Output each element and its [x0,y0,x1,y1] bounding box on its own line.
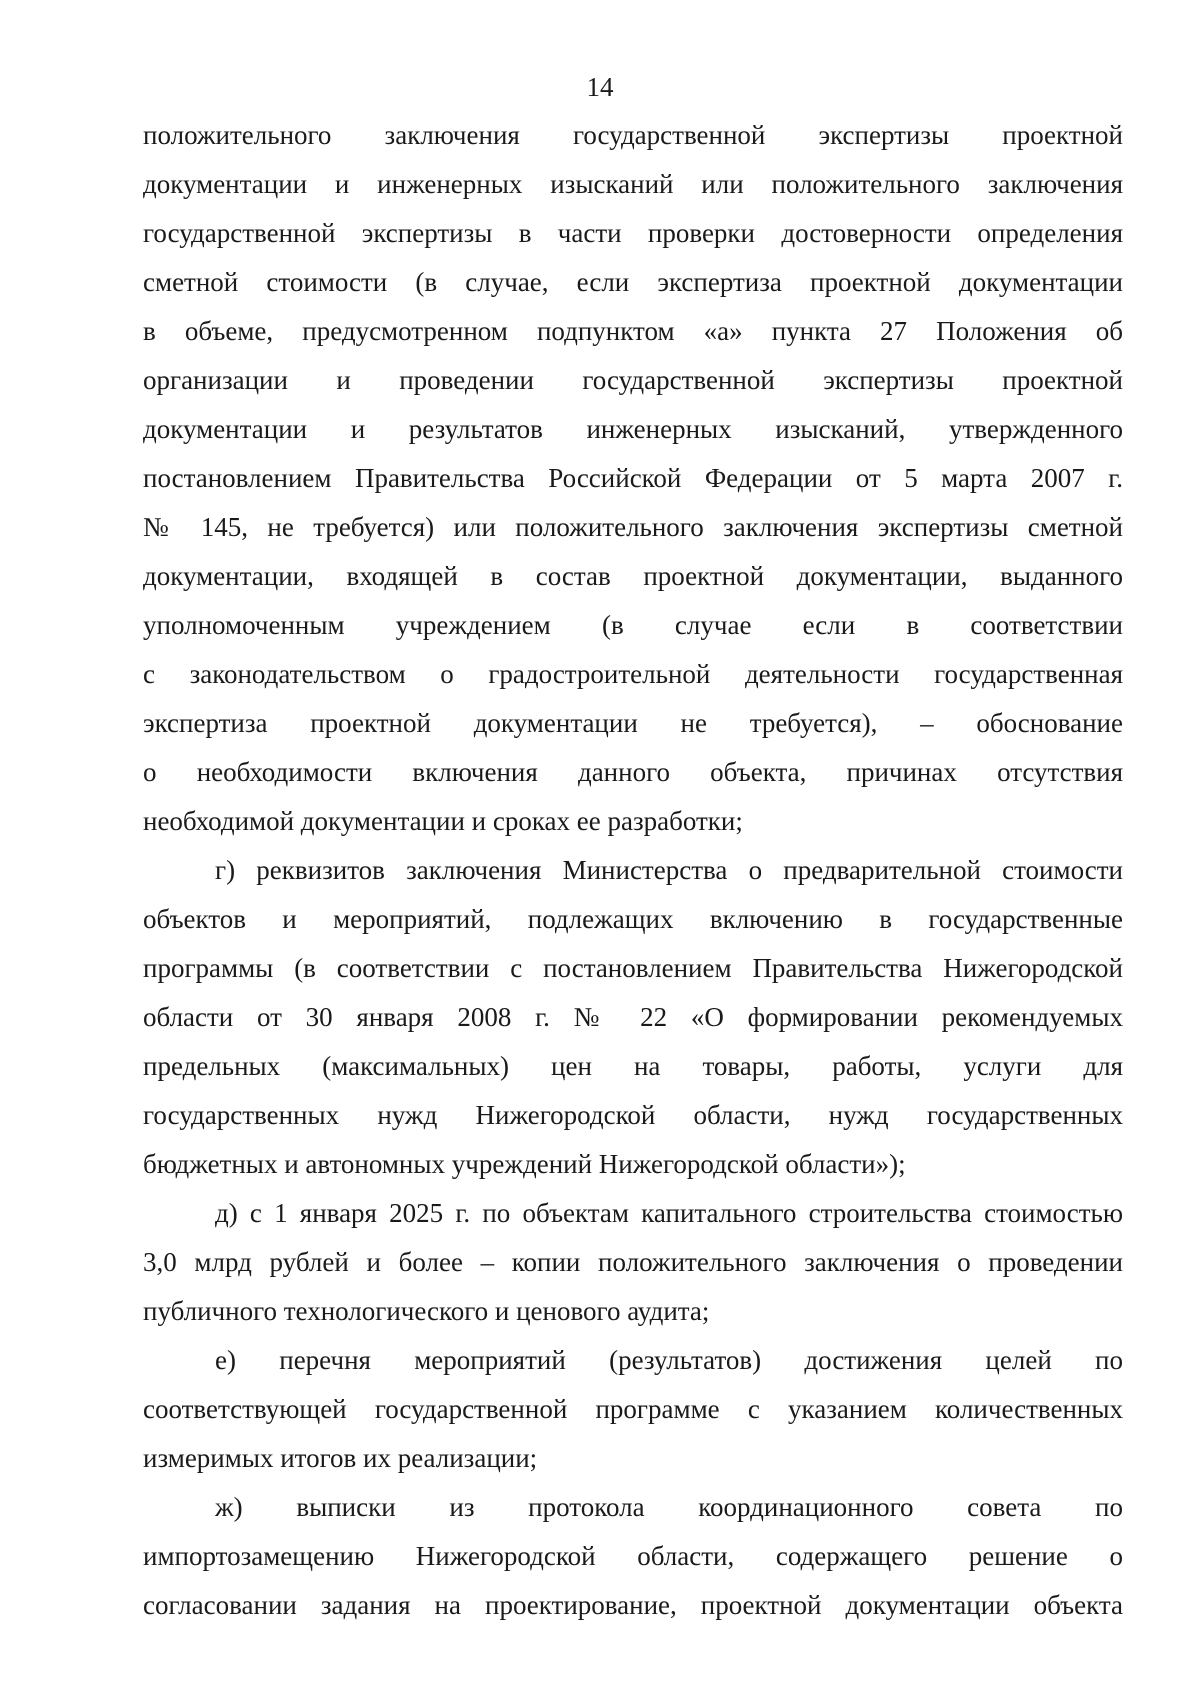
text-line: государственных нужд Нижегородской области, нужд государственных [143,1100,1123,1130]
text-line: необходимой документации и сроках ее разработки; [143,806,743,836]
text-line: е) перечня мероприятий (результатов) достижения целей по [215,1345,1123,1375]
text-line: в объеме, предусмотренном подпунктом «а» пункта 27 Положения об [143,316,1123,346]
paragraph-item-g [143,846,1123,1189]
text-line: с законодательством о градостроительной деятельности государственная [143,659,1123,689]
text-line: государственной экспертизы в части проверки достоверности определения [143,218,1123,248]
text-line: о необходимости включения данного объекта, причинах отсутствия [143,757,1123,787]
page-number: 14 [586,72,614,102]
text-line: предельных (максимальных) цен на товары, работы, услуги для [143,1051,1123,1081]
text-line: документации, входящей в состав проектной документации, выданного [143,561,1123,591]
text-line: документации и инженерных изысканий или положительного заключения [143,169,1123,199]
text-line: сметной стоимости (в случае, если экспертиза проектной документации [143,267,1123,297]
text-line: д) с 1 января 2025 г. по объектам капитального строительства стоимостью [215,1198,1123,1228]
paragraph-continuation [143,111,1123,846]
text-line: согласовании задания на проектирование, проектной документации объекта [143,1590,1123,1620]
text-line: документации и результатов инженерных изысканий, утвержденного [143,414,1123,444]
paragraph-item-d [143,1189,1123,1336]
text-line: области от 30 января 2008 г. № 22 «О формировании рекомендуемых [143,1002,1123,1032]
text-line: положительного заключения государственной экспертизы проектной [143,120,1123,150]
text-line: программы (в соответствии с постановлением Правительства Нижегородской [143,953,1123,983]
text-line: уполномоченным учреждением (в случае если в соответствии [143,610,1123,640]
text-line: бюджетных и автономных учреждений Нижегородской области»); [143,1149,906,1179]
text-line: соответствующей государственной программе с указанием количественных [143,1394,1123,1424]
document-body [143,111,1123,1630]
text-line: г) реквизитов заключения Министерства о предварительной стоимости [215,855,1123,885]
text-line: публичного технологического и ценового аудита; [143,1296,710,1326]
text-line: экспертиза проектной документации не требуется), – обоснование [143,708,1123,738]
text-line: постановлением Правительства Российской Федерации от 5 марта 2007 г. [143,463,1123,493]
text-line: объектов и мероприятий, подлежащих включению в государственные [143,904,1123,934]
paragraph-item-zh [143,1483,1123,1630]
paragraph-item-e [143,1336,1123,1483]
text-line: № 145, не требуется) или положительного заключения экспертизы сметной [143,512,1123,542]
text-line: 3,0 млрд рублей и более – копии положительного заключения о проведении [143,1247,1123,1277]
text-line: измеримых итогов их реализации; [143,1443,538,1473]
text-line: организации и проведении государственной экспертизы проектной [143,365,1123,395]
text-line: ж) выписки из протокола координационного совета по [215,1492,1123,1522]
text-line: импортозамещению Нижегородской области, содержащего решение о [143,1541,1123,1571]
